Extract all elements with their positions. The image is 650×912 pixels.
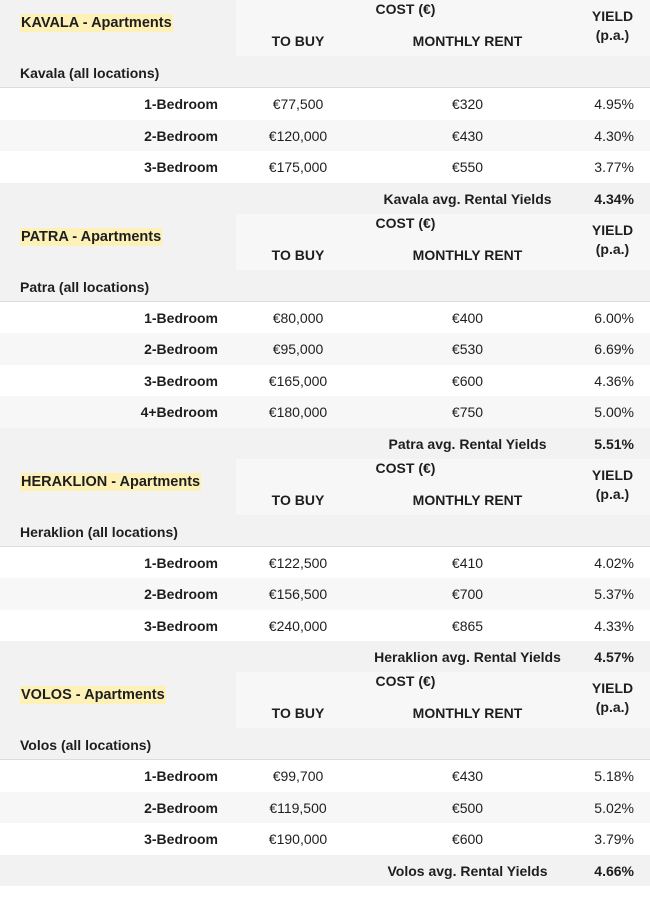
- buy-price: €190,000: [268, 831, 328, 847]
- cost-header: COST (€): [375, 673, 436, 689]
- buy-price: €80,000: [272, 309, 324, 326]
- section-title: VOLOS - Apartments: [21, 687, 165, 703]
- monthly-rent: €700: [451, 586, 484, 602]
- table-row: [0, 88, 650, 120]
- table-row: [0, 760, 650, 792]
- table-row: [0, 120, 650, 152]
- yield-header: YIELD (p.a.): [591, 221, 634, 257]
- monthly-rent: €600: [451, 831, 484, 847]
- buy-price: €156,500: [268, 586, 328, 602]
- monthly-rent: €400: [451, 309, 484, 326]
- cost-header: COST (€): [375, 1, 436, 17]
- yield-header: YIELD (p.a.): [591, 680, 634, 715]
- table-row: [0, 302, 650, 334]
- unit-type: 1-Bedroom: [144, 554, 218, 571]
- monthly-rent: €410: [451, 554, 484, 571]
- city-section-heraklion: [0, 459, 650, 673]
- buy-price: €165,000: [268, 372, 328, 389]
- city-section-volos: [0, 672, 650, 886]
- location-label: Kavala (all locations): [20, 65, 160, 81]
- section-header: [0, 0, 650, 88]
- monthly-rent-header: MONTHLY RENT: [412, 246, 523, 263]
- buy-price: €180,000: [268, 404, 328, 420]
- monthly-rent: €750: [451, 404, 484, 420]
- yield-value: 5.18%: [594, 768, 634, 784]
- average-yield-value: 4.34%: [594, 190, 634, 207]
- yield-value: 6.69%: [594, 341, 634, 357]
- unit-type: 3-Bedroom: [144, 372, 218, 389]
- average-yield-row: [0, 183, 650, 214]
- yield-value: 4.02%: [594, 554, 634, 571]
- city-section-kavala: [0, 0, 650, 214]
- average-yield-label: Heraklion avg. Rental Yields: [374, 649, 561, 665]
- unit-type: 1-Bedroom: [144, 96, 218, 112]
- section-header: [0, 459, 650, 547]
- buy-price: €240,000: [268, 617, 328, 634]
- monthly-rent-header: MONTHLY RENT: [412, 491, 523, 508]
- monthly-rent: €430: [451, 768, 484, 784]
- section-header: [0, 672, 650, 760]
- section-title: KAVALA - Apartments: [21, 15, 172, 31]
- yield-value: 4.30%: [594, 127, 634, 144]
- average-yield-value: 5.51%: [594, 435, 634, 452]
- buy-price: €175,000: [268, 159, 328, 175]
- cost-header: COST (€): [375, 459, 436, 476]
- monthly-rent-header: MONTHLY RENT: [412, 33, 523, 49]
- buy-price: €77,500: [272, 96, 324, 112]
- unit-type: 3-Bedroom: [144, 617, 218, 634]
- yield-value: 5.02%: [594, 799, 634, 816]
- monthly-rent: €865: [451, 617, 484, 634]
- table-row: [0, 151, 650, 183]
- table-row: [0, 578, 650, 610]
- table-row: [0, 547, 650, 579]
- unit-type: 2-Bedroom: [144, 127, 218, 144]
- yield-header: YIELD (p.a.): [591, 8, 634, 43]
- table-row: [0, 823, 650, 855]
- unit-type: 3-Bedroom: [144, 159, 218, 175]
- average-yield-label: Volos avg. Rental Yields: [387, 862, 548, 879]
- yield-value: 4.36%: [594, 372, 634, 389]
- table-row: [0, 610, 650, 642]
- location-label: Patra (all locations): [20, 278, 150, 295]
- table-row: [0, 365, 650, 397]
- monthly-rent: €430: [451, 127, 484, 144]
- average-yield-row: [0, 428, 650, 459]
- unit-type: 1-Bedroom: [144, 768, 218, 784]
- location-label: Heraklion (all locations): [20, 523, 178, 540]
- average-yield-row: [0, 855, 650, 886]
- unit-type: 2-Bedroom: [144, 341, 218, 357]
- cost-header: COST (€): [375, 214, 436, 231]
- table-row: [0, 792, 650, 824]
- average-yield-label: Kavala avg. Rental Yields: [383, 190, 552, 207]
- buy-price: €122,500: [268, 554, 328, 571]
- table-row: [0, 333, 650, 365]
- buy-price: €119,500: [269, 799, 327, 816]
- city-section-patra: [0, 214, 650, 459]
- to-buy-header: TO BUY: [271, 246, 325, 263]
- unit-type: 4+Bedroom: [140, 404, 218, 420]
- to-buy-header: TO BUY: [271, 705, 325, 721]
- monthly-rent: €550: [451, 159, 484, 175]
- unit-type: 2-Bedroom: [144, 586, 218, 602]
- table-row: [0, 396, 650, 428]
- monthly-rent: €500: [451, 799, 484, 816]
- average-yield-value: 4.66%: [594, 862, 634, 879]
- section-title: HERAKLION - Apartments: [21, 473, 201, 490]
- buy-price: €120,000: [268, 127, 328, 144]
- yield-value: 6.00%: [594, 309, 634, 326]
- buy-price: €99,700: [272, 768, 324, 784]
- monthly-rent: €600: [451, 372, 484, 389]
- yield-value: 5.37%: [594, 586, 634, 602]
- monthly-rent-header: MONTHLY RENT: [412, 705, 523, 721]
- unit-type: 2-Bedroom: [144, 799, 218, 816]
- to-buy-header: TO BUY: [271, 33, 325, 49]
- to-buy-header: TO BUY: [271, 491, 325, 508]
- average-yield-value: 4.57%: [594, 649, 634, 665]
- monthly-rent: €530: [451, 341, 484, 357]
- location-label: Volos (all locations): [20, 737, 152, 753]
- average-yield-label: Patra avg. Rental Yields: [388, 435, 547, 452]
- monthly-rent: €320: [451, 96, 484, 112]
- unit-type: 3-Bedroom: [144, 831, 218, 847]
- yield-header: YIELD (p.a.): [591, 466, 634, 502]
- section-header: [0, 214, 650, 302]
- yield-value: 4.95%: [594, 96, 634, 112]
- section-title: PATRA - Apartments: [21, 228, 162, 245]
- yield-value: 3.77%: [594, 159, 634, 175]
- unit-type: 1-Bedroom: [144, 309, 218, 326]
- yield-value: 3.79%: [594, 831, 634, 847]
- yield-value: 4.33%: [594, 617, 634, 634]
- yield-value: 5.00%: [594, 404, 634, 420]
- buy-price: €95,000: [272, 341, 324, 357]
- average-yield-row: [0, 641, 650, 672]
